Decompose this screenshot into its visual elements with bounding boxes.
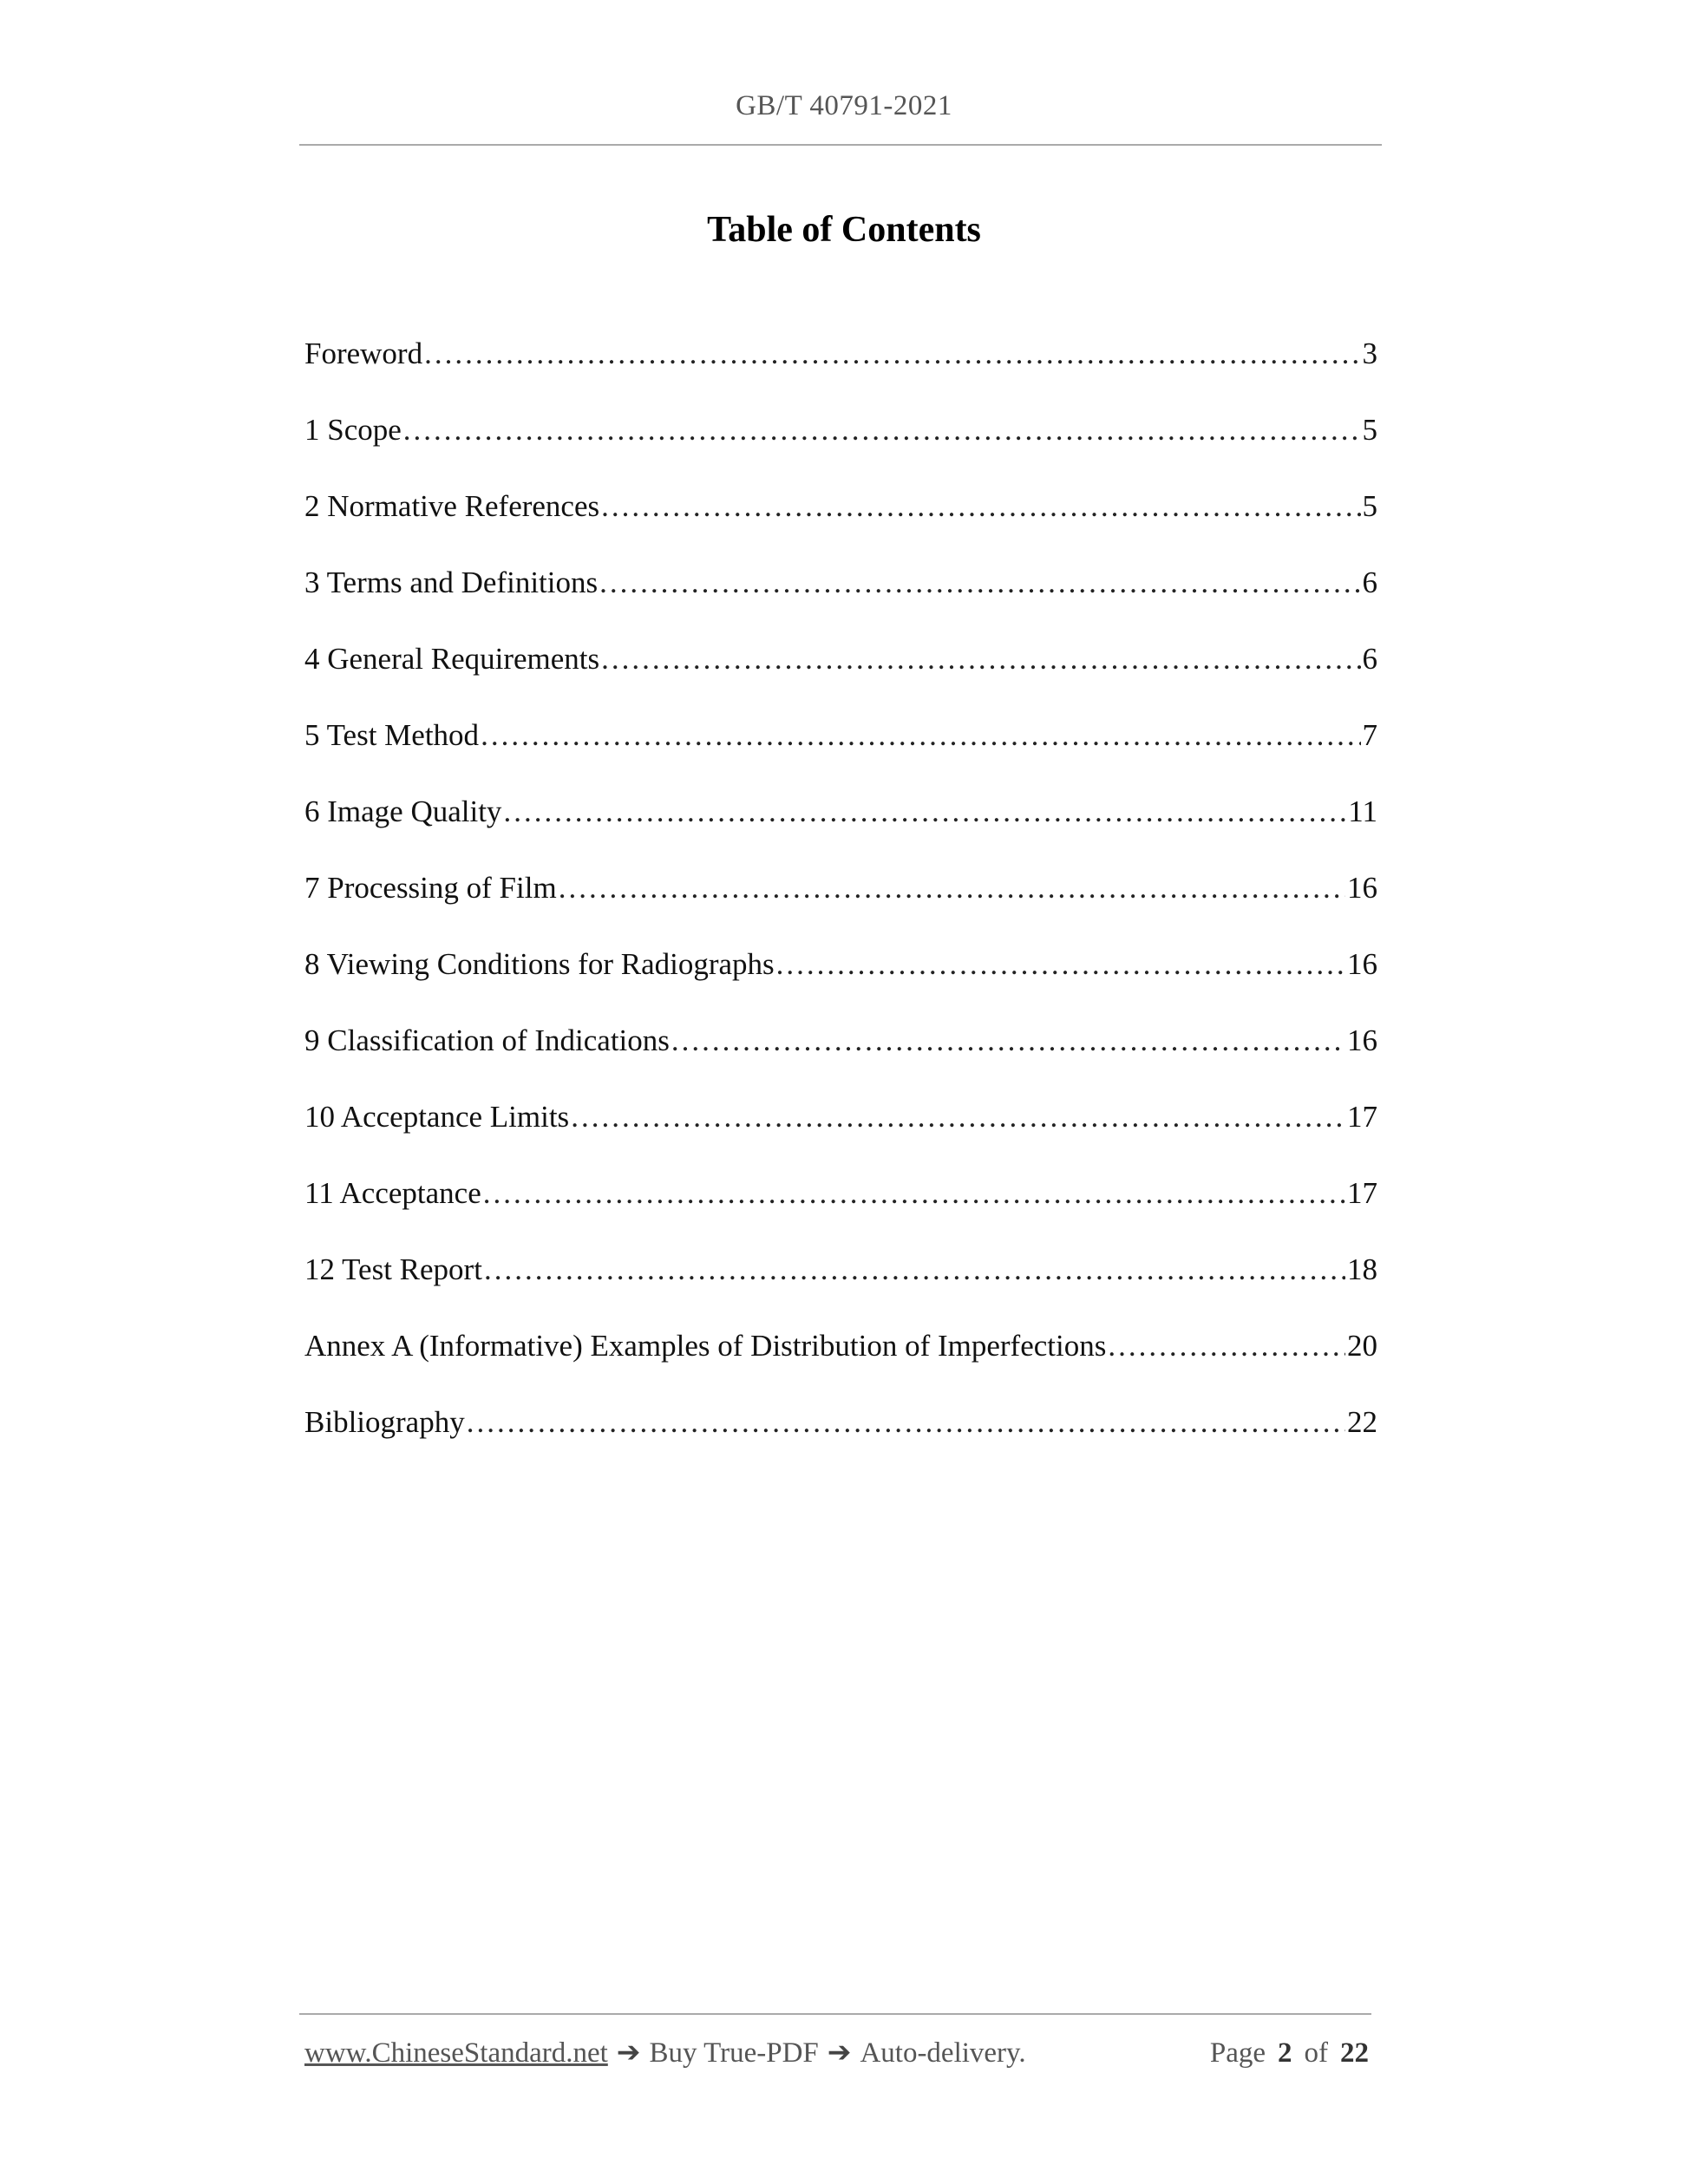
- toc-dot-leader: [424, 337, 1360, 371]
- toc-dot-leader: [483, 1176, 1345, 1211]
- footer-step-buy: Buy True-PDF: [649, 2037, 819, 2069]
- toc-dot-leader: [481, 718, 1360, 753]
- toc-entry-label: 9 Classification of Indications: [304, 1023, 670, 1057]
- toc-entry-label: 4 General Requirements: [304, 642, 600, 676]
- page-word: Page: [1209, 2037, 1266, 2069]
- toc-entry[interactable]: [304, 1023, 1377, 1100]
- toc-dot-leader: [403, 413, 1361, 448]
- toc-dot-leader: [1108, 1329, 1345, 1363]
- page-indicator: [1210, 2037, 1369, 2070]
- toc-entry-label: 10 Acceptance Limits: [304, 1100, 570, 1134]
- toc-dot-leader: [559, 871, 1345, 906]
- toc-dot-leader: [776, 947, 1345, 982]
- toc-dot-leader: [671, 1023, 1345, 1058]
- toc-entry[interactable]: [304, 337, 1377, 413]
- toc-entry[interactable]: [304, 1100, 1377, 1176]
- header-standard-code: GB/T 40791-2021: [736, 90, 952, 121]
- toc-entry-label: 7 Processing of Film: [304, 871, 557, 905]
- toc-dot-leader: [503, 794, 1346, 829]
- toc-dot-leader: [467, 1405, 1345, 1440]
- toc-entry[interactable]: [304, 794, 1377, 871]
- toc-entry-label: Foreword: [304, 337, 423, 370]
- toc-entry-page: 5: [1362, 413, 1377, 447]
- website-link[interactable]: www.ChineseStandard.net: [304, 2037, 608, 2069]
- toc-dot-leader: [484, 1252, 1345, 1287]
- toc-entry-page: 11: [1348, 794, 1377, 828]
- toc-entry-label: 11 Acceptance: [304, 1176, 481, 1210]
- toc-entry[interactable]: [304, 947, 1377, 1023]
- toc-entry[interactable]: [304, 1329, 1377, 1405]
- toc-entry-page: 3: [1362, 337, 1377, 370]
- of-word: of: [1304, 2037, 1328, 2069]
- toc-entry[interactable]: [304, 566, 1377, 642]
- footer: [304, 2035, 1369, 2070]
- toc-entry-page: 6: [1362, 566, 1377, 599]
- toc-dot-leader: [601, 489, 1360, 524]
- toc-entry-page: 22: [1347, 1405, 1377, 1439]
- toc-entry-page: 5: [1362, 489, 1377, 523]
- toc-entry-label: 5 Test Method: [304, 718, 480, 752]
- header-divider: [299, 144, 1382, 146]
- toc-list: [304, 337, 1377, 1481]
- footer-divider: [299, 2013, 1371, 2015]
- toc-entry-page: 16: [1347, 871, 1377, 905]
- current-page-number: 2: [1278, 2037, 1292, 2069]
- toc-entry[interactable]: [304, 871, 1377, 947]
- footer-step-delivery: Auto-delivery.: [860, 2037, 1026, 2069]
- toc-entry-page: 16: [1347, 1023, 1377, 1057]
- toc-entry-label: 6 Image Quality: [304, 794, 502, 828]
- toc-entry[interactable]: [304, 413, 1377, 489]
- toc-entry-label: 3 Terms and Definitions: [304, 566, 599, 599]
- toc-dot-leader: [571, 1100, 1345, 1135]
- toc-entry-label: Annex A (Informative) Examples of Distribution of Imperfections: [304, 1329, 1107, 1363]
- right-arrow-icon: ➔: [827, 2037, 852, 2069]
- footer-promo: [304, 2035, 1026, 2070]
- toc-entry[interactable]: [304, 1252, 1377, 1329]
- toc-dot-leader: [601, 642, 1360, 677]
- toc-entry-page: 17: [1347, 1176, 1377, 1210]
- toc-entry[interactable]: [304, 489, 1377, 566]
- toc-entry[interactable]: [304, 1176, 1377, 1252]
- toc-entry-page: 18: [1347, 1252, 1377, 1286]
- toc-entry-label: Bibliography: [304, 1405, 465, 1439]
- toc-entry-page: 16: [1347, 947, 1377, 981]
- toc-entry-label: 2 Normative References: [304, 489, 600, 523]
- toc-entry[interactable]: [304, 642, 1377, 718]
- toc-entry-page: 6: [1362, 642, 1377, 676]
- toc-entry-label: 8 Viewing Conditions for Radiographs: [304, 947, 775, 981]
- toc-entry[interactable]: [304, 718, 1377, 794]
- total-pages-number: 22: [1340, 2037, 1369, 2069]
- toc-entry[interactable]: [304, 1405, 1377, 1481]
- toc-entry-page: 17: [1347, 1100, 1377, 1134]
- toc-entry-label: 12 Test Report: [304, 1252, 482, 1286]
- toc-title: Table of Contents: [707, 210, 981, 250]
- right-arrow-icon: ➔: [616, 2037, 641, 2069]
- toc-entry-page: 7: [1362, 718, 1377, 752]
- toc-entry-page: 20: [1347, 1329, 1377, 1363]
- toc-entry-label: 1 Scope: [304, 413, 402, 447]
- toc-dot-leader: [599, 566, 1360, 600]
